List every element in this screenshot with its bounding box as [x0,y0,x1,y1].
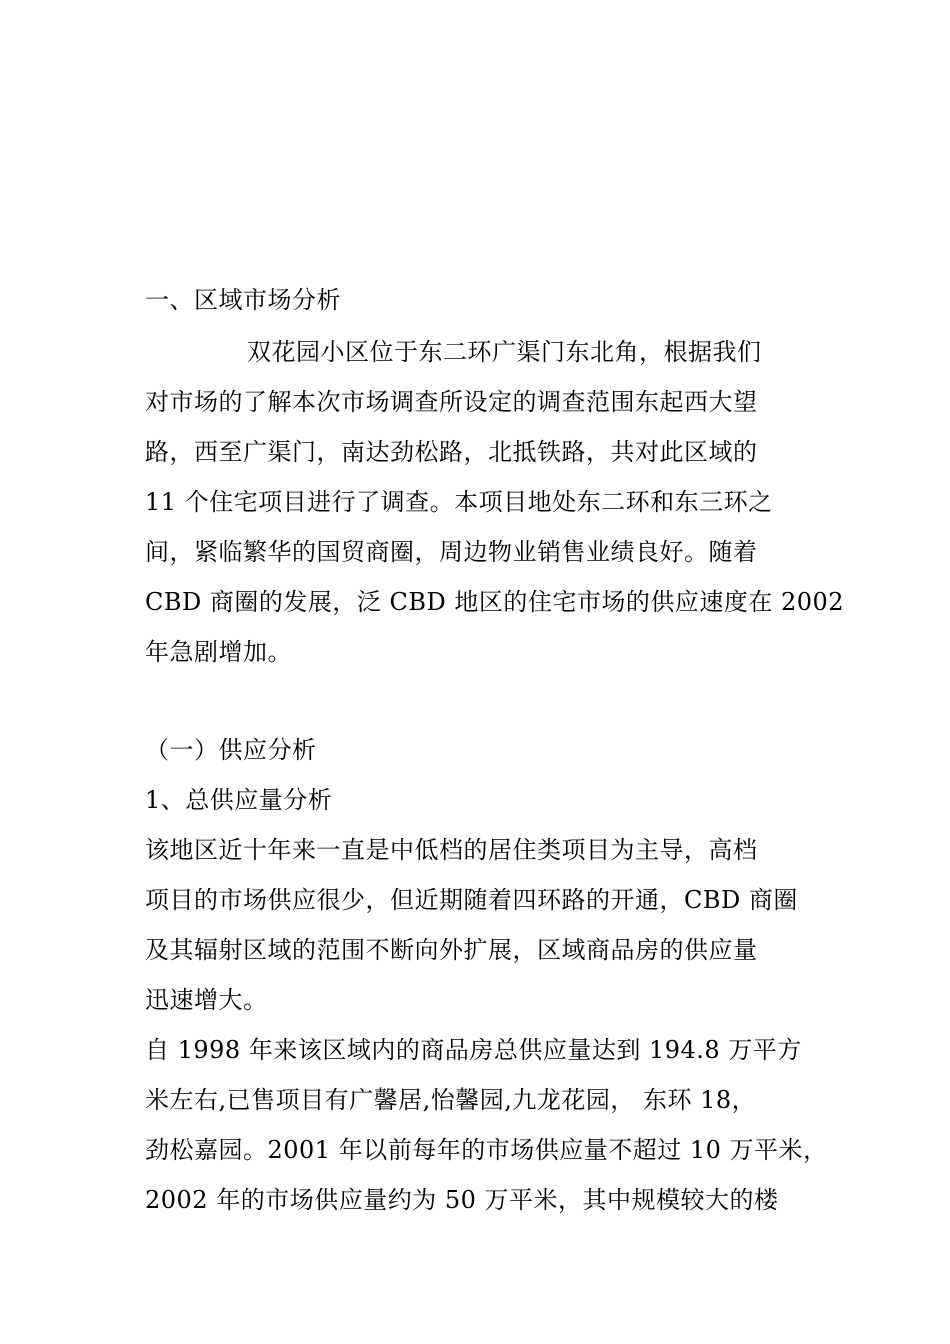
paragraph-line: 2002 年的市场供应量约为 50 万平米，其中规模较大的楼 [145,1186,779,1214]
paragraph-line: 及其辐射区域的范围不断向外扩展，区域商品房的供应量 [145,936,758,964]
item-heading: 1、总供应量分析 [145,786,333,814]
subsection-heading: （一）供应分析 [145,736,317,764]
paragraph-line: 米左右,已售项目有广馨居,怡馨园,九龙花园， 东环 18， [145,1086,757,1114]
paragraph-line: CBD 商圈的发展，泛 CBD 地区的住宅市场的供应速度在 2002 [145,588,845,616]
paragraph-line: 路，西至广渠门，南达劲松路，北抵铁路，共对此区域的 [145,438,758,466]
paragraph-line: 该地区近十年来一直是中低档的居住类项目为主导，高档 [145,836,758,864]
paragraph-line: 劲松嘉园。2001 年以前每年的市场供应量不超过 10 万平米， [145,1136,828,1164]
paragraph-line: 自 1998 年来该区域内的商品房总供应量达到 194.8 万平方 [145,1036,802,1064]
paragraph-line: 对市场的了解本次市场调查所设定的调查范围东起西大望 [145,388,758,416]
paragraph-line: 间，紧临繁华的国贸商圈，周边物业销售业绩良好。随着 [145,538,758,566]
paragraph-line: 11 个住宅项目进行了调查。本项目地处东二环和东三环之 [145,488,773,516]
paragraph-line: 项目的市场供应很少，但近期随着四环路的开通，CBD 商圈 [145,886,798,914]
paragraph-line: 迅速增大。 [145,986,268,1014]
section-heading: 一、区域市场分析 [145,286,341,314]
paragraph-line: 年急剧增加。 [145,638,292,666]
paragraph-line: 双花园小区位于东二环广渠门东北角，根据我们 [247,338,762,366]
